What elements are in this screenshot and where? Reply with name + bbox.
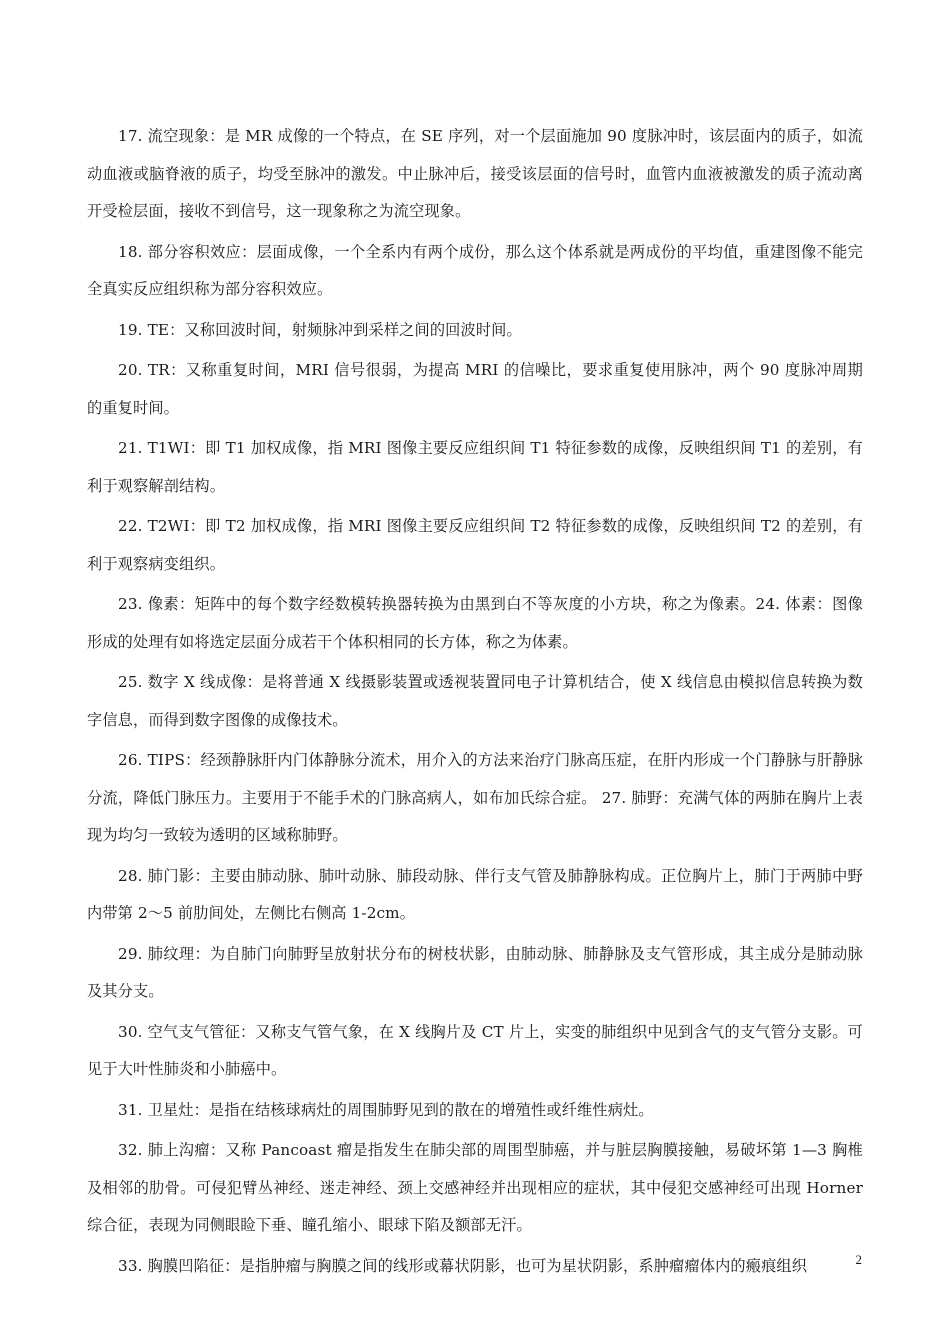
paragraph-31: 31. 卫星灶：是指在结核球病灶的周围肺野见到的散在的增殖性或纤维性病灶。	[118, 1100, 654, 1119]
paragraph-33: 33. 胸膜凹陷征：是指肿瘤与胸膜之间的线形或幕状阴影，也可为星状阴影，系肿瘤瘤体内的瘢痕组织	[118, 1256, 808, 1275]
paragraph-22: 22. T2WI：即 T2 加权成像，指 MRI 图像主要反应组织间 T2 特征参数的成像，反映组织间 T2 的差别，有利于观察病变组织。	[87, 517, 863, 573]
paragraph-19: 19. TE：又称回波时间，射频脉冲到采样之间的回波时间。	[118, 320, 522, 339]
paragraph-30: 30. 空气支气管征：又称支气管气象，在 X 线胸片及 CT 片上，实变的肺组织中见到含气的支气管分支影。可见于大叶性肺炎和小肺癌中。	[87, 1022, 863, 1078]
paragraph-18: 18. 部分容积效应：层面成像，一个全系内有两个成份，那么这个体系就是两成份的平均值，重建图像不能完全真实反应组织称为部分容积效应。	[87, 242, 863, 298]
paragraph-26-27: 26. TIPS：经颈静脉肝内门体静脉分流术，用介入的方法来治疗门脉高压症，在肝内形成一个门静脉与肝静脉分流，降低门脉压力。主要用于不能手术的门脉高病人，如布加氏综合症。 27. 肺野：充满气体的两肺在胸片上表现为均匀一致较为透明的区域称肺野。	[87, 751, 863, 844]
document-body	[87, 118, 863, 1288]
paragraph-32: 32. 肺上沟瘤：又称 Pancoast 瘤是指发生在肺尖部的周围型肺癌，并与脏层胸膜接触，易破坏第 1—3 胸椎及相邻的肋骨。可侵犯臂丛神经、迷走神经、颈上交感神经并出现相应的症状，其中侵犯交感神经可出现 Horner 综合征，表现为同侧眼睑下垂、瞳孔缩小、眼球下陷及额部无汗。	[87, 1141, 863, 1234]
paragraph-21: 21. T1WI：即 T1 加权成像，指 MRI 图像主要反应组织间 T1 特征参数的成像，反映组织间 T1 的差别，有利于观察解剖结构。	[87, 439, 863, 495]
paragraph-23-24: 23. 像素：矩阵中的每个数字经数模转换器转换为由黑到白不等灰度的小方块，称之为像素。24. 体素：图像形成的处理有如将选定层面分成若干个体积相同的长方体，称之为体素。	[87, 595, 863, 651]
paragraph-29: 29. 肺纹理：为自肺门向肺野呈放射状分布的树枝状影，由肺动脉、肺静脉及支气管形成，其主成分是肺动脉及其分支。	[87, 944, 863, 1000]
paragraph-20: 20. TR：又称重复时间，MRI 信号很弱，为提高 MRI 的信噪比，要求重复使用脉冲，两个 90 度脉冲周期的重复时间。	[87, 361, 863, 417]
paragraph-25: 25. 数字 X 线成像：是将普通 X 线摄影装置或透视装置同电子计算机结合，使 X 线信息由模拟信息转换为数字信息，而得到数字图像的成像技术。	[87, 673, 863, 729]
paragraph-28: 28. 肺门影：主要由肺动脉、肺叶动脉、肺段动脉、伴行支气管及肺静脉构成。正位胸片上，肺门于两肺中野内带第 2～5 前肋间处，左侧比右侧高 1-2cm。	[87, 866, 863, 922]
paragraph-17: 17. 流空现象：是 MR 成像的一个特点，在 SE 序列，对一个层面施加 90 度脉冲时，该层面内的质子，如流动血液或脑脊液的质子，均受至脉冲的激发。中止脉冲后，接受该层面的信号时，血管内血液被激发的质子流动离开受检层面，接收不到信号，这一现象称之为流空现象。	[87, 127, 863, 220]
page-number: 2	[855, 1252, 862, 1267]
